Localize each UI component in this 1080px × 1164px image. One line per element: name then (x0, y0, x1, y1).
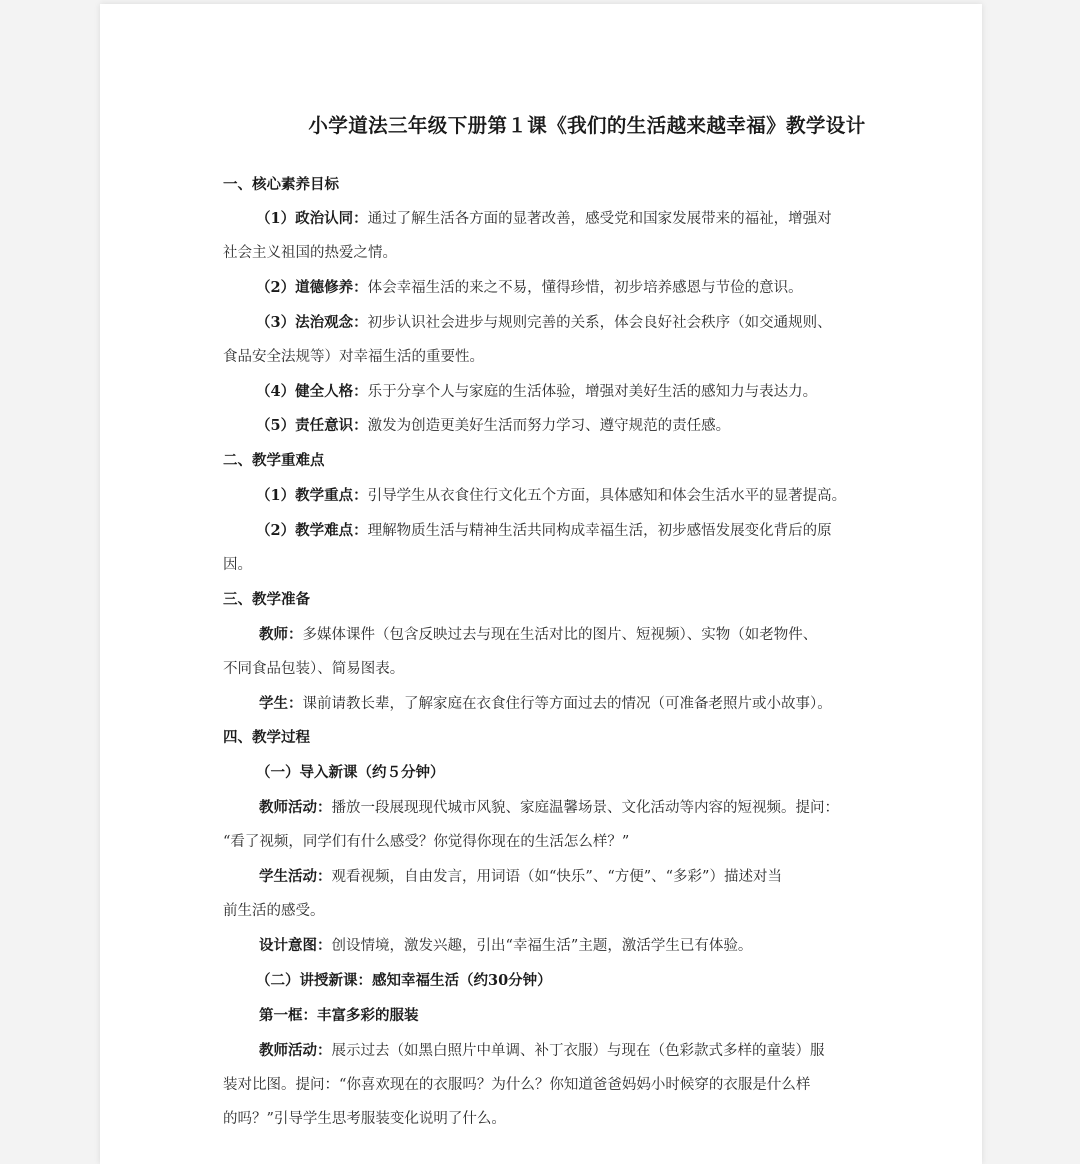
goal-item-3-cont: 食品安全法规等）对幸福生活的重要性。 (223, 349, 484, 365)
activity-label: 学生活动： (259, 868, 332, 885)
goal-item-3 (256, 313, 900, 333)
intro-design-intent (259, 936, 903, 956)
activity-label: 教师活动： (259, 799, 332, 816)
goal-label: （2）道德修养： (256, 279, 368, 296)
activity-text: 观看视频，自由发言，用词语（如“快乐”、“方便”、“多彩”）描述对当 (331, 869, 782, 885)
goal-label: （1）政治认同： (256, 210, 368, 227)
prep-label: 学生： (259, 695, 303, 712)
prep-label: 教师： (259, 626, 303, 643)
intro-student-activity (259, 867, 903, 887)
prep-student (259, 694, 903, 714)
goal-item-5 (256, 416, 900, 436)
key-point-label: （1）教学重点： (256, 487, 368, 504)
key-point-item-2 (256, 521, 900, 541)
document-title: 小学道法三年级下册第１课《我们的生活越来越幸福》教学设计 (308, 114, 866, 137)
goal-text: 乐于分享个人与家庭的生活体验，增强对美好生活的感知力与表达力。 (367, 384, 818, 400)
activity-text: 展示过去（如黑白照片中单调、补丁衣服）与现在（色彩款式多样的童装）服 (331, 1043, 825, 1059)
subsection-intro: （一）导入新课（约５分钟） (256, 764, 445, 781)
key-point-text: 理解物质生活与精神生活共同构成幸福生活，初步感悟发展变化背后的原 (367, 523, 832, 539)
prep-text: 多媒体课件（包含反映过去与现在生活对比的图片、短视频）、实物（如老物件、 (302, 627, 818, 643)
goal-text: 通过了解生活各方面的显著改善，感受党和国家发展带来的福祉，增强对 (367, 211, 832, 227)
key-point-item-2-cont: 因。 (223, 557, 252, 573)
goal-text: 体会幸福生活的来之不易，懂得珍惜，初步培养感恩与节俭的意识。 (367, 280, 803, 296)
goal-label: （5）责任意识： (256, 417, 368, 434)
key-point-label: （2）教学难点： (256, 522, 368, 539)
intro-student-activity-cont: 前生活的感受。 (223, 903, 325, 919)
section-heading-key-points: 二、教学重难点 (223, 452, 325, 469)
activity-label: 教师活动： (259, 1042, 332, 1059)
key-point-item-1 (256, 486, 900, 506)
goal-text: 激发为创造更美好生活而努力学习、遵守规范的责任感。 (367, 418, 731, 434)
intro-teacher-activity (259, 798, 903, 818)
goal-label: （3）法治观念： (256, 314, 368, 331)
goal-item-2 (256, 278, 900, 298)
section-heading-goals: 一、核心素养目标 (223, 176, 339, 193)
goal-text: 初步认识社会进步与规则完善的关系，体会良好社会秩序（如交通规则、 (367, 315, 832, 331)
intro-teacher-activity-cont: “看了视频，同学们有什么感受？你觉得你现在的生活怎么样？” (223, 834, 630, 850)
prep-teacher-cont: 不同食品包装）、简易图表。 (223, 661, 405, 677)
activity-text: 创设情境，激发兴趣，引出“幸福生活”主题，激活学生已有体验。 (331, 938, 753, 954)
goal-item-4 (256, 382, 900, 402)
goal-item-1-cont: 社会主义祖国的热爱之情。 (223, 245, 397, 261)
goal-label: （4）健全人格： (256, 383, 368, 400)
lesson-teacher-activity-cont: 装对比图。提问：“你喜欢现在的衣服吗？为什么？你知道爸爸妈妈小时候穿的衣服是什么样 (223, 1077, 811, 1093)
document-page (100, 4, 982, 1164)
lesson-teacher-activity-cont2: 的吗？”引导学生思考服装变化说明了什么。 (223, 1111, 506, 1127)
prep-teacher (259, 625, 903, 645)
section-heading-preparation: 三、教学准备 (223, 591, 310, 608)
prep-text: 课前请教长辈，了解家庭在衣食住行等方面过去的情况（可准备老照片或小故事）。 (302, 696, 832, 712)
lesson-teacher-activity (259, 1041, 903, 1061)
subsection-new-lesson: （二）讲授新课：感知幸福生活（约30分钟） (256, 972, 552, 989)
goal-item-1 (256, 209, 900, 229)
frame-one-heading: 第一框：丰富多彩的服装 (259, 1007, 419, 1024)
activity-label: 设计意图： (259, 937, 332, 954)
key-point-text: 引导学生从衣食住行文化五个方面，具体感知和体会生活水平的显著提高。 (367, 488, 847, 504)
section-heading-process: 四、教学过程 (223, 729, 310, 746)
activity-text: 播放一段展现现代城市风貌、家庭温馨场景、文化活动等内容的短视频。提问： (331, 800, 839, 816)
